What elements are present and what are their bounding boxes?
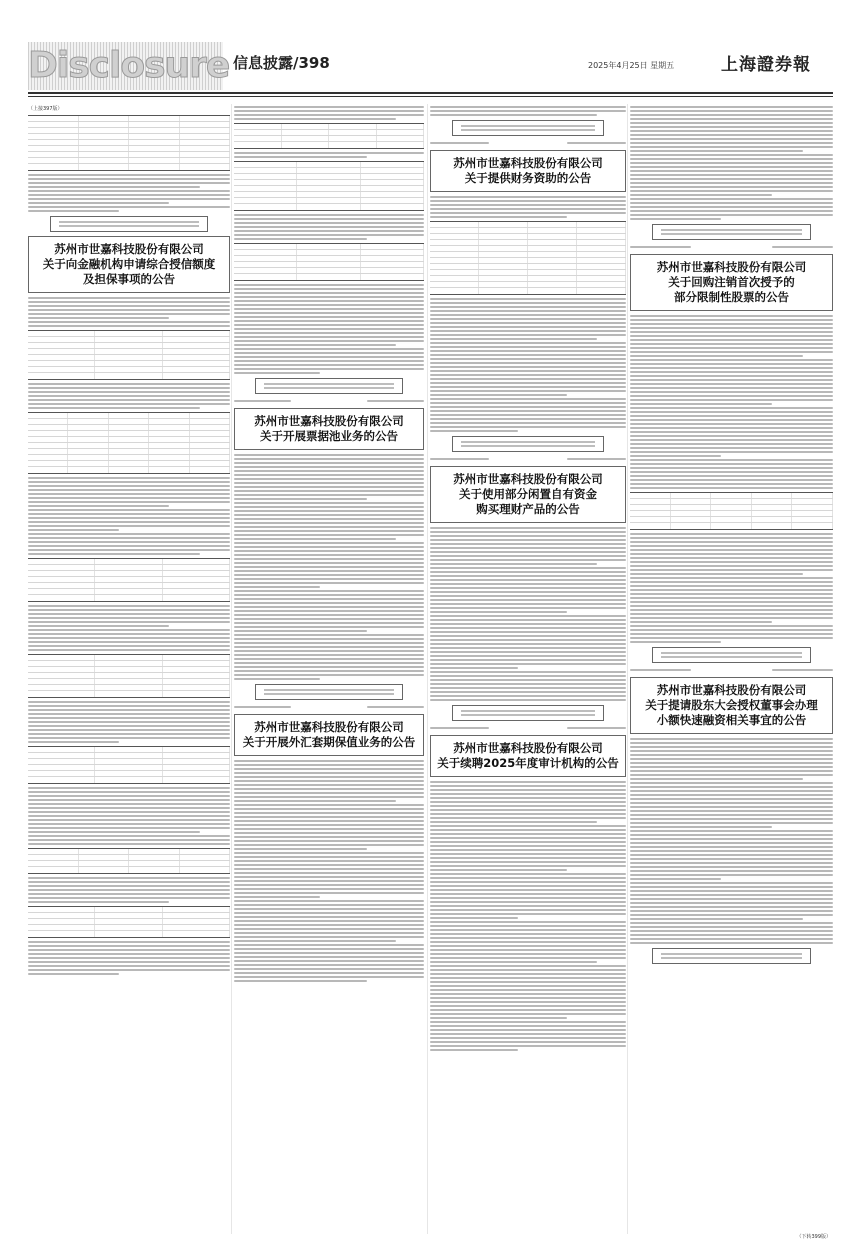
body-text [630,106,833,220]
body-text [234,106,424,120]
body-text [430,106,626,116]
notice-code-line [430,725,626,731]
notice-code-line [630,244,833,250]
body-text [28,297,230,327]
notice-code-line [630,667,833,673]
signature-box [652,647,810,663]
notice-title-box [430,150,626,192]
body-text [28,877,230,903]
notice-company: 苏州市世嘉科技股份有限公司 [453,741,603,755]
notice-company: 苏州市世嘉科技股份有限公司 [453,156,603,170]
column-1 [28,104,230,977]
column-divider [231,104,232,1234]
data-table [28,654,230,698]
signature-box [652,948,810,964]
body-text [430,196,626,218]
data-table [234,123,424,149]
notice-heading: 关于向金融机构申请综合授信额度 [42,257,216,271]
notice-company: 苏州市世嘉科技股份有限公司 [254,414,404,428]
notice-company: 苏州市世嘉科技股份有限公司 [54,242,204,256]
body-text [630,315,833,489]
signature-box [452,436,605,452]
notice-code-line [234,704,424,710]
notice-heading: 关于回购注销首次授予的 [668,275,795,289]
data-table [28,558,230,602]
body-text [430,527,626,701]
data-table [28,746,230,784]
notice-heading: 部分限制性股票的公告 [674,290,789,304]
column-3 [430,104,626,1053]
notice-heading: 关于续聘2025年度审计机构的公告 [437,756,619,770]
column-divider [627,104,628,1234]
notice-company: 苏州市世嘉科技股份有限公司 [453,472,603,486]
notice-code-line [430,140,626,146]
signature-box [452,705,605,721]
notice-title-box [630,677,833,734]
body-text [28,174,230,212]
data-table [28,115,230,171]
section-title [233,52,330,73]
body-text [234,214,424,240]
body-text [28,477,230,555]
data-table [28,412,230,474]
notice-title-box [430,735,626,777]
body-text [430,298,626,432]
column-2 [234,104,424,984]
body-text [28,605,230,651]
issue-date: 2025年4月25日 星期五 [588,61,675,70]
body-text [234,760,424,982]
notice-heading: 关于提请股东大会授权董事会办理 [645,698,818,712]
notice-heading: 关于开展外汇套期保值业务的公告 [242,735,416,749]
data-table [28,330,230,380]
notice-title-box [234,714,424,756]
data-table [630,492,833,530]
data-table [28,906,230,938]
brand-logo: Disclosure [28,45,230,86]
notice-company: 苏州市世嘉科技股份有限公司 [254,720,404,734]
page-number: /398 [293,54,330,72]
notice-heading: 购买理财产品的公告 [476,502,580,516]
notice-heading: 小额快速融资相关事宜的公告 [656,713,807,727]
continuation-label: （上接397版） [28,106,63,112]
body-text [234,284,424,374]
notice-title-box [234,408,424,450]
body-text [630,738,833,944]
body-text [28,787,230,845]
header-rule-thin [28,96,833,97]
notice-heading: 关于开展票据池业务的公告 [260,429,398,443]
notice-company: 苏州市世嘉科技股份有限公司 [656,683,807,697]
notice-title-box [630,254,833,311]
signature-box [652,224,810,240]
signature-box [255,378,403,394]
body-text [234,454,424,680]
notice-code-line [430,456,626,462]
body-text [28,701,230,743]
body-text [234,152,424,158]
column-divider [427,104,428,1234]
data-table [430,221,626,295]
notice-title-box [430,466,626,523]
body-text [28,941,230,975]
header-rule [28,92,833,94]
column-4 [630,104,833,968]
notice-title-box [28,236,230,293]
data-table [234,243,424,281]
notice-heading: 关于提供财务资助的公告 [464,171,592,185]
notice-heading: 及担保事项的公告 [83,272,175,286]
body-text [430,781,626,1051]
masthead [28,38,833,90]
notice-company: 苏州市世嘉科技股份有限公司 [656,260,807,274]
notice-code-line [234,398,424,404]
data-table [234,161,424,211]
signature-box [50,216,208,232]
body-text [630,533,833,643]
section-name: 信息披露 [233,54,294,72]
signature-box [452,120,605,136]
next-page-label: （下转399版） [796,1234,831,1240]
newspaper-name: 上海證券報 [721,55,811,75]
notice-heading: 关于使用部分闲置自有资金 [459,487,597,501]
signature-box [255,684,403,700]
body-text [28,383,230,409]
data-table [28,848,230,874]
